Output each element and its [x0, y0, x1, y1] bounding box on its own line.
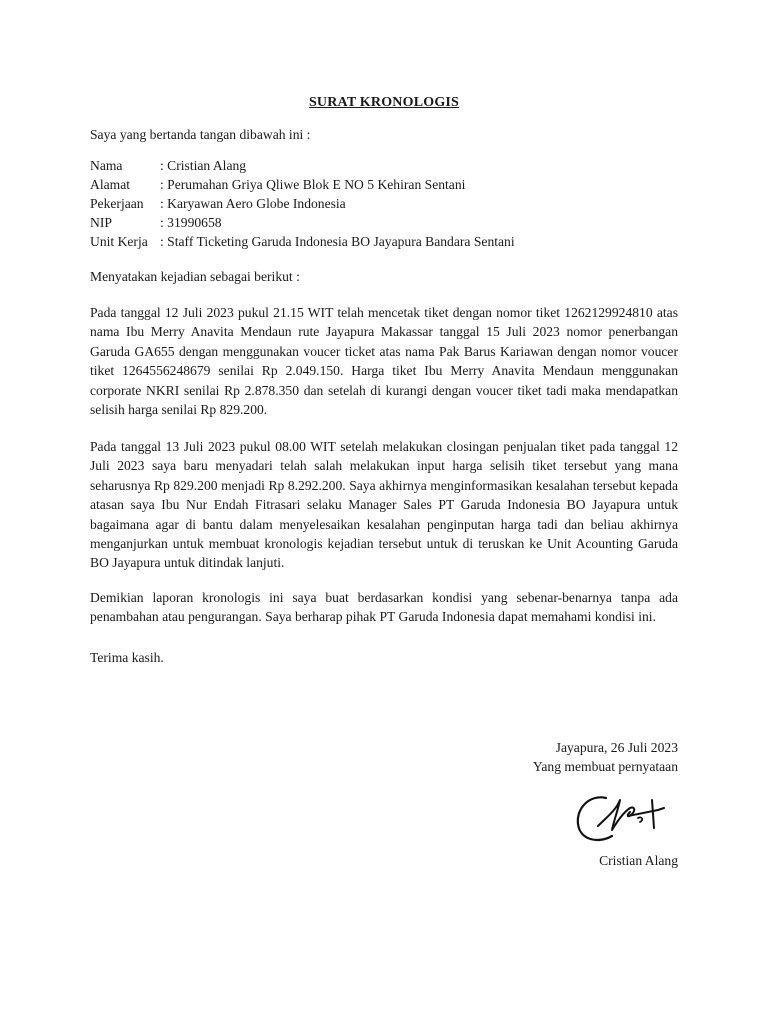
- identity-value: : 31990658: [160, 215, 222, 230]
- identity-value: : Staff Ticketing Garuda Indonesia BO Jayapura Bandara Sentani: [160, 234, 515, 249]
- identity-label: Nama: [90, 158, 123, 173]
- identity-value: : Karyawan Aero Globe Indonesia: [160, 196, 346, 211]
- identity-label: Unit Kerja: [90, 234, 148, 249]
- signer-name: Cristian Alang: [599, 853, 678, 868]
- identity-label: NIP: [90, 215, 112, 230]
- intro-text: Saya yang bertanda tangan dibawah ini :: [90, 127, 311, 142]
- paragraph-conclusion: Demikian laporan kronologis ini saya buat berdasarkan kondisi yang sebenar-benarnya tanpa ada penambahan atau pengurangan. Saya berharap pihak PT Garuda Indonesia dapat memahami kondisi ini.: [90, 590, 678, 625]
- closing-text: Terima kasih.: [90, 650, 164, 665]
- signer-role: Yang membuat pernyataan: [532, 759, 678, 775]
- identity-row-job: [90, 194, 515, 213]
- identity-row-nip: [90, 213, 515, 232]
- paragraph-discovery: Pada tanggal 13 Juli 2023 pukul 08.00 WIT setelah melakukan closingan penjualan tiket pada tanggal 12 Juli 2023 saya baru menyadari telah salah melakukan input harga selisih tiket tersebut yang mana seharusnya Rp 829.200 menjadi Rp 8.292.200. Saya akhirnya menginformasikan kesalahan tersebut kepada atasan saya Ibu Nur Endah Fitrasari selaku Manager Sales PT Garuda Indonesia BO Jayapura untuk bagaimana agar di bantu dalam menyelesaikan kesalahan penginputan harga tadi dan beliau akhirnya menganjurkan untuk membuat kronologis kejadian tersebut untuk di teruskan ke Unit Acounting Garuda BO Jayapura untuk ditindak lanjuti.: [90, 439, 678, 571]
- place-date: Jayapura, 26 Juli 2023: [555, 740, 678, 755]
- identity-row-address: [90, 175, 515, 194]
- identity-value: : Cristian Alang: [160, 158, 247, 173]
- handwritten-signature-icon: [568, 786, 680, 850]
- statement-intro: Menyatakan kejadian sebagai berikut :: [90, 269, 300, 284]
- signature-block: [533, 738, 678, 777]
- identity-row-name: [90, 156, 515, 175]
- identity-label: Pekerjaan: [90, 196, 144, 211]
- identity-value: : Perumahan Griya Qliwe Blok E NO 5 Kehiran Sentani: [160, 177, 466, 192]
- document-title: SURAT KRONOLOGIS: [308, 95, 460, 110]
- paragraph-incident: Pada tanggal 12 Juli 2023 pukul 21.15 WIT telah mencetak tiket dengan nomor tiket 1262129924810 atas nama Ibu Merry Anavita Mendaun rute Jayapura Makassar tanggal 15 Juli 2023 nomor penerbangan Garuda GA655 dengan menggunakan voucer ticket atas nama Pak Barus Kariawan dengan nomor voucer tiket 1264556248679 senilai Rp 2.049.150. Harga tiket Ibu Merry Anavita Mendaun menggunakan corporate NKRI senilai Rp 2.878.350 dan setelah di kurangi dengan voucer tiket tadi maka mendapatkan selisih harga senilai Rp 829.200.: [90, 305, 678, 418]
- identity-row-unit: [90, 232, 515, 251]
- identity-block: [90, 156, 515, 251]
- identity-label: Alamat: [90, 177, 131, 192]
